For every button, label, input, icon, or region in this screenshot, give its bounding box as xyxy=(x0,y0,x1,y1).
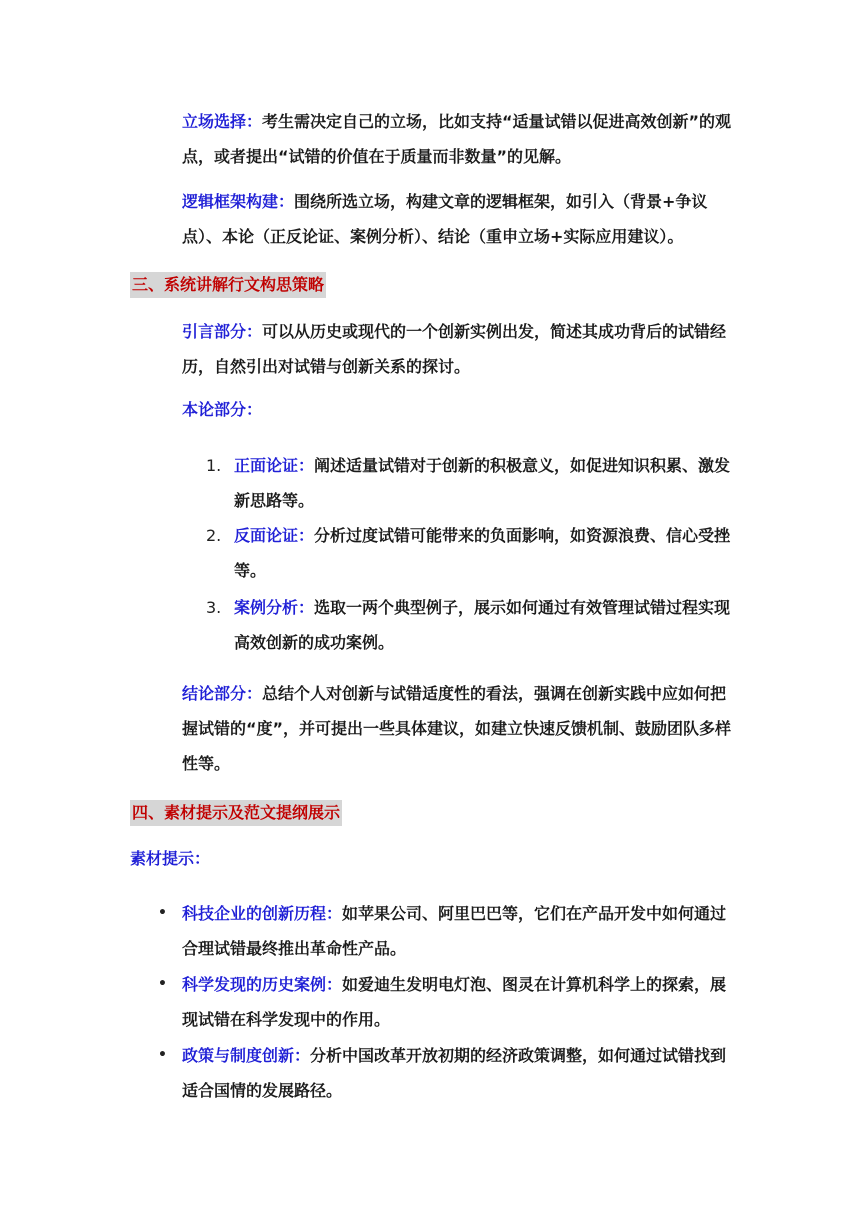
conclusion-text: 总结个人对创新与试错适度性的看法，强调在创新实践中应如何把握试错的“度”，并可提出一些具体建议，如建立快速反馈机制、鼓励团队多样性等。 xyxy=(182,684,732,773)
list-number: 2. xyxy=(206,526,222,545)
conclusion-paragraph xyxy=(182,676,742,781)
material-label: 政策与制度创新： xyxy=(182,1046,311,1065)
list-number: 3. xyxy=(206,598,222,617)
stance-text: 考生需决定自己的立场，比如支持“适量试错以促进高效创新”的观点，或者提出“试错的价值在于质量而非数量”的见解。 xyxy=(182,112,732,166)
framework-text: 围绕所选立场，构建文章的逻辑框架，如引入（背景+争议点）、本论（正反论证、案例分析）、结论（重申立场+实际应用建议）。 xyxy=(182,192,708,246)
case-analysis-label: 案例分析： xyxy=(234,598,315,617)
stance-paragraph xyxy=(182,104,742,174)
bullet-icon: • xyxy=(158,905,167,921)
positive-argument-label: 正面论证： xyxy=(234,456,315,475)
intro-part-label: 引言部分： xyxy=(182,322,263,341)
material-text: 分析中国改革开放初期的经济政策调整，如何通过试错找到适合国情的发展路径。 xyxy=(182,1046,727,1100)
conclusion-label: 结论部分： xyxy=(182,684,263,703)
bullet-icon: • xyxy=(158,1047,167,1063)
section-heading-4: 四、素材提示及范文提纲展示 xyxy=(130,800,342,826)
body-part-heading: 本论部分： xyxy=(182,400,263,419)
list-number: 1. xyxy=(206,456,222,475)
material-text: 如爱迪生发明电灯泡、图灵在计算机科学上的探索，展现试错在科学发现中的作用。 xyxy=(182,975,727,1029)
framework-paragraph xyxy=(182,184,742,254)
material-list-item xyxy=(158,1038,738,1108)
negative-argument-text: 分析过度试错可能带来的负面影响，如资源浪费、信心受挫等。 xyxy=(234,526,731,580)
material-list-item xyxy=(158,896,738,966)
material-label: 科技企业的创新历程： xyxy=(182,904,343,923)
materials-heading: 素材提示： xyxy=(130,849,211,868)
material-list-item xyxy=(158,967,738,1037)
intro-part-text: 可以从历史或现代的一个创新实例出发，简述其成功背后的试错经历，自然引出对试错与创新关系的探讨。 xyxy=(182,322,727,376)
intro-part-paragraph xyxy=(182,314,742,384)
section-heading-3: 三、系统讲解行文构思策略 xyxy=(130,272,326,298)
body-list-item xyxy=(206,590,736,660)
material-label: 科学发现的历史案例： xyxy=(182,975,343,994)
material-text: 如苹果公司、阿里巴巴等，它们在产品开发中如何通过合理试错最终推出革命性产品。 xyxy=(182,904,727,958)
stance-label: 立场选择： xyxy=(182,112,263,131)
body-list-item xyxy=(206,518,736,588)
body-list-item xyxy=(206,448,736,518)
negative-argument-label: 反面论证： xyxy=(234,526,315,545)
positive-argument-text: 阐述适量试错对于创新的积极意义，如促进知识积累、激发新思路等。 xyxy=(234,456,731,510)
framework-label: 逻辑框架构建： xyxy=(182,192,295,211)
bullet-icon: • xyxy=(158,976,167,992)
case-analysis-text: 选取一两个典型例子，展示如何通过有效管理试错过程实现高效创新的成功案例。 xyxy=(234,598,731,652)
